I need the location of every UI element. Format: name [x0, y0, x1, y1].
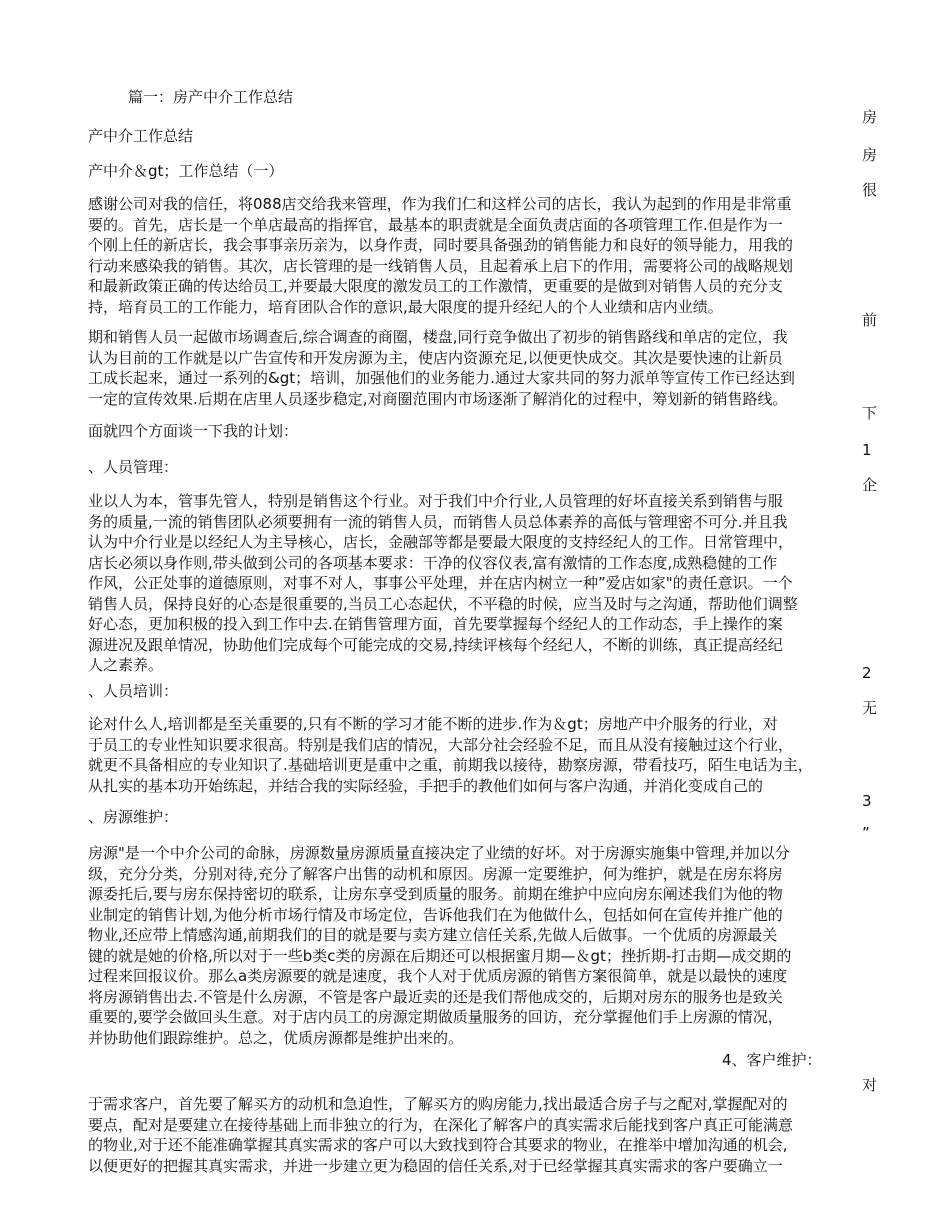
paragraph-2: 期和销售人员一起做市场调查后,综合调查的商圈，楼盘,同行竞争做出了初步的销售路线和单店的定位，我 认为目前的工作就是以广告宣传和开发房源为主，使店内资源充足,以便更快成交。其次是要快速的让新员 工成长起来，通过一系列的&gt；培训，加强他们的业务能力.通过大家共同的努力派单等宣传工作已经达到 一定的宣传效果.后期在店里人员逐步稳定,对商圈范围内市场逐渐了解消化的过程中，筹划新的销售路线。	[88, 328, 795, 408]
paragraph-1: 感谢公司对我的信任，将088店交给我来管理，作为我们仁和这样公司的店长，我认为起到的作用是非常重 要的。首先，店长是一个单店最高的指挥官，最基本的职责就是全面负责店面的各项管理工作.但是作为一 个刚上任的新店长，我会事事亲历亲为，以身作责，同时要具备强劲的销售能力和良好的领导能力，用我的 行动来感染我的销售。其次，店长管理的是一线销售人员，且起着承上启下的作用，需要将公司的战略规划 和最新政策正确的传达给员工,并要最大限度的激发员工的工作激情，更重要的是做到对销售人员的充分支 持，培育员工的工作能力，培育团队合作的意识,最大限度的提升经纪人的个人业绩和店内业绩。	[88, 195, 794, 316]
margin-char: ”	[862, 824, 870, 842]
margin-char: 房	[862, 146, 878, 164]
heading-personnel-management: 、人员管理：	[88, 458, 179, 476]
margin-char: 对	[862, 1076, 878, 1094]
margin-char: 3	[862, 792, 872, 810]
margin-char: 很	[862, 181, 878, 199]
subtitle: 产中介工作总结	[88, 127, 194, 145]
margin-char: 前	[862, 311, 878, 329]
margin-char: 1	[862, 441, 872, 459]
paragraph-6: 于需求客户，首先要了解买方的动机和急迫性，了解买方的购房能力,找出最适合房子与之配对,掌握配对的 要点，配对是要建立在接待基础上而非独立的行为，在深化了解客户的真实需求后能找到客户真正可能满意 的物业,对于还不能准确掌握其真实需求的客户可以大致找到符合其要求的物业，在推举中增加沟通的机会, 以便更好的把握其真实需求，并进一步建立更为稳固的信任关系,对于已经掌握其真实需求的客户要确立一	[88, 1095, 794, 1175]
paragraph-3: 业以人为本，管事先管人，特别是销售这个行业。对于我们中介行业,人员管理的好坏直接关系到销售与服 务的质量,一流的销售团队必须要拥有一流的销售人员，而销售人员总体素养的高低与管理密不可分.并且我 认为中介行业是以经纪人为主导核心，店长，金融部等都是要最大限度的支持经纪人的工作。日常管理中， 店长必须以身作则,带头做到公司的各项基本要求：干净的仪容仪表,富有激情的工作态度,成熟稳健的工作 作风，公正处事的道德原则，对事不对人，事事公平处理，并在店内树立一种”爱店如家"的责任意识。一个 销售人员，保持良好的心态是很重要的,当员工心态起伏，不平稳的时候，应当及时与之沟通，帮助他们调整 好心态，更加积极的投入到工作中去.在销售管理方面，首先要掌握每个经纪人的工作动态，手上操作的案 源进况及跟单情况，协助他们完成每个可能完成的交易,持续评核每个经纪人，不断的训练，真正提高经纪 人之素养。	[88, 492, 798, 674]
document-title: 篇一：房产中介工作总结	[128, 88, 294, 106]
margin-char: 企	[862, 476, 878, 494]
margin-char: 房	[862, 108, 878, 126]
margin-char: 2	[862, 664, 872, 682]
heading-client-maintenance: 4、客户维护：	[722, 1051, 822, 1069]
paragraph-5: 房源"是一个中介公司的命脉，房源数量房源质量直接决定了业绩的好坏。对于房源实施集中管理,并加以分 级，充分分类，分别对待,充分了解客户出售的动机和原因。房源一定要维护，何为维护，就是在房东将房 源委托后,要与房东保持密切的联系，让房东享受到质量的服务。前期在维护中应向房东阐述我们为他的物 业制定的销售计划,为他分析市场行情及市场定位，告诉他我们在为他做什么，包括如何在宣传并推广他的 物业,还应带上情感沟通,前期我们的目的就是要与卖方建立信任关系,先做人后做事。一个优质的房源最关 键的就是她的价格,所以对于一些b类c类的房源在后期还可以根据蜜月期—＆gt；挫折期-打击期—成交期的 过程来回报议价。那么a类房源要的就是速度，我个人对于优质房源的销售方案很简单，就是以最快的速度 将房源销售出去.不管是什么房源，不管是客户最近卖的还是我们帮他成交的，后期对房东的服务也是致关 重要的,要学会做回头生意。对于店内员工的房源定期做质量服务的回访，充分掌握他们手上房源的情况， 并协助他们跟踪维护。总之，优质房源都是维护出来的。	[88, 844, 792, 1047]
paragraph-4: 论对什么人,培训都是至关重要的,只有不断的学习才能不断的进步.作为＆gt；房地产中介服务的行业，对 于员工的专业性知识要求很高。特别是我们店的情况，大部分社会经验不足，而且从没有接触过这个行业， 就更不具备相应的专业知识了.基础培训更是重中之重，前期我以接待，勘察房源，带看技巧，陌生电话为主， 从扎实的基本功开始练起，并结合我的实际经验，手把手的教他们如何与客户沟通，并消化变成自己的	[88, 715, 813, 795]
margin-char: 无	[862, 699, 878, 717]
section-heading: 产中介＆gt；工作总结（一）	[88, 162, 284, 180]
plan-intro: 面就四个方面谈一下我的计划：	[88, 422, 299, 440]
heading-listing-maintenance: 、房源维护：	[88, 808, 179, 826]
heading-personnel-training: 、人员培训：	[88, 682, 179, 700]
margin-char: 下	[862, 404, 878, 422]
